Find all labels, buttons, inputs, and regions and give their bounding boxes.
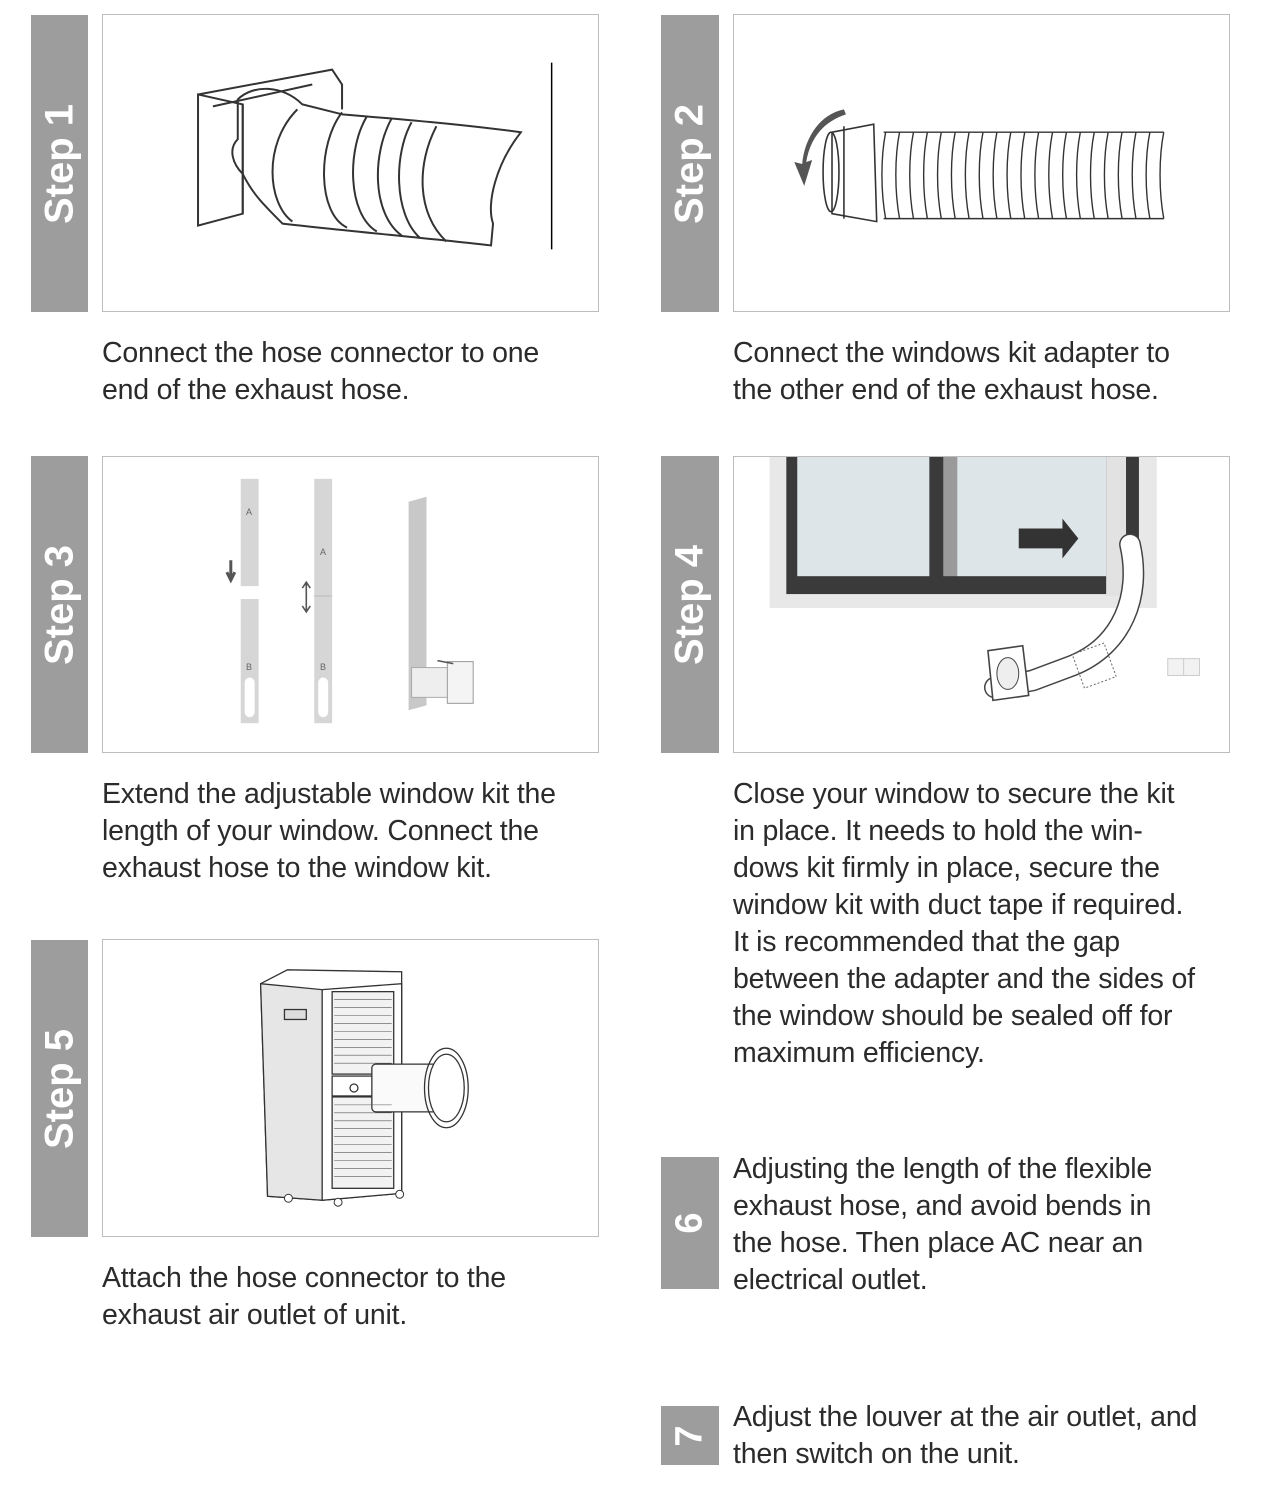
window-kit-extend-illustration xyxy=(103,457,598,752)
window-adapter-hose-illustration xyxy=(734,15,1229,311)
step-3-line: Extend the adjustable window kit the xyxy=(102,778,556,810)
step-3-line: length of your window. Connect the xyxy=(102,815,539,847)
step-6-line: Adjusting the length of the flexible xyxy=(733,1153,1153,1185)
step-4-line: between the adapter and the sides of xyxy=(733,963,1195,995)
step-2-description xyxy=(733,335,1170,409)
window-closed-kit-illustration xyxy=(734,457,1229,752)
step-1-illustration-frame xyxy=(102,14,599,312)
step-7-line: then switch on the unit. xyxy=(733,1438,1020,1470)
step-4-line: dows kit firmly in place, secure the xyxy=(733,852,1160,884)
step-3-tab xyxy=(31,456,88,753)
step-5-description xyxy=(102,1260,506,1334)
step-4-label: Step 4 xyxy=(667,544,712,665)
step-6-line: electrical outlet. xyxy=(733,1264,928,1296)
step-4-line: maximum efficiency. xyxy=(733,1037,985,1069)
panel-letter-a: A xyxy=(320,547,327,557)
step-4-line: the window should be sealed off for xyxy=(733,1000,1173,1032)
step-4-line: in place. It needs to hold the win- xyxy=(733,815,1143,847)
step-1-line: Connect the hose connector to one xyxy=(102,337,540,369)
step-3-label: Step 3 xyxy=(37,544,81,665)
panel-letter-a: A xyxy=(246,507,253,517)
step-3-line: exhaust hose to the window kit. xyxy=(102,852,492,884)
step-2-label: Step 2 xyxy=(667,103,712,224)
step-7-line: Adjust the louver at the air outlet, and xyxy=(733,1401,1198,1433)
step-2-tab xyxy=(661,15,719,312)
hose-connector-illustration xyxy=(103,15,598,311)
step-4-line: Close your window to secure the kit xyxy=(733,778,1175,810)
step-6-label: 6 xyxy=(668,1212,711,1234)
step-4-line: window kit with duct tape if required. xyxy=(733,889,1184,921)
step-2-line: Connect the windows kit adapter to xyxy=(733,337,1170,369)
step-3-illustration-frame xyxy=(102,456,599,753)
step-6-tab xyxy=(661,1157,719,1289)
step-7-label: 7 xyxy=(668,1424,711,1447)
step-5-tab xyxy=(31,940,88,1237)
step-4-illustration-frame xyxy=(733,456,1230,753)
step-5-line: exhaust air outlet of unit. xyxy=(102,1299,408,1331)
step-1-label: Step 1 xyxy=(37,103,81,224)
step-5-line: Attach the hose connector to the xyxy=(102,1262,506,1294)
step-6-line: the hose. Then place AC near an xyxy=(733,1227,1143,1259)
step-2-line: the other end of the exhaust hose. xyxy=(733,374,1159,406)
step-4-description xyxy=(733,776,1195,1072)
panel-letter-b: B xyxy=(320,662,327,672)
step-6-description xyxy=(733,1151,1152,1299)
step-6-line: exhaust hose, and avoid bends in xyxy=(733,1190,1152,1222)
step-7-description xyxy=(733,1399,1197,1473)
step-4-tab xyxy=(661,456,719,753)
step-3-description xyxy=(102,776,556,887)
panel-letter-b: B xyxy=(246,662,253,672)
step-1-tab xyxy=(31,15,88,312)
step-7-tab xyxy=(661,1406,719,1465)
step-1-line: end of the exhaust hose. xyxy=(102,374,410,406)
step-5-label: Step 5 xyxy=(37,1028,81,1149)
step-5-illustration-frame xyxy=(102,939,599,1237)
step-1-description xyxy=(102,335,539,409)
ac-unit-hose-illustration xyxy=(103,940,598,1236)
step-2-illustration-frame xyxy=(733,14,1230,312)
step-4-line: It is recommended that the gap xyxy=(733,926,1120,958)
